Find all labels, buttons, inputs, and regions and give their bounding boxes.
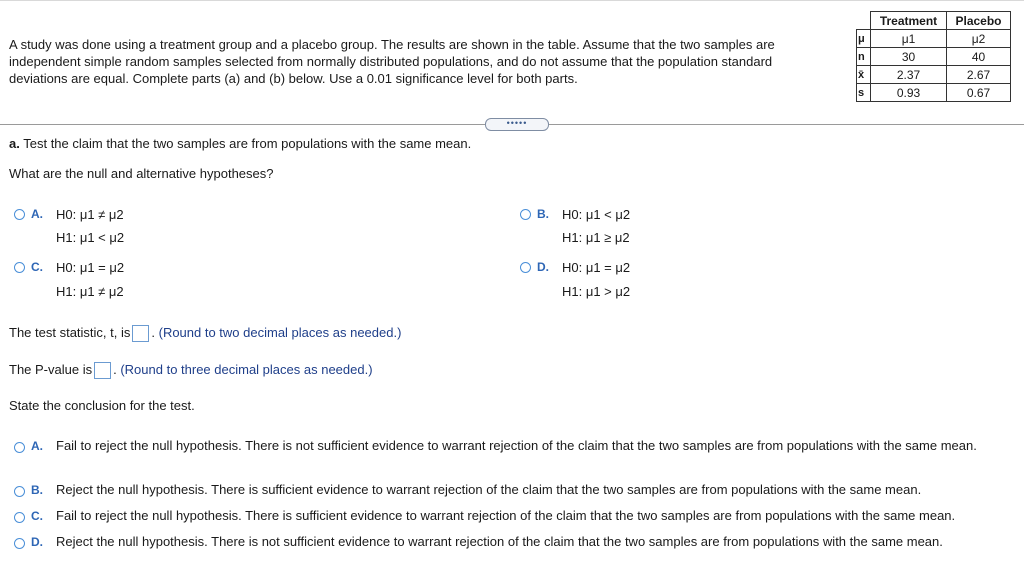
null-hypothesis: H0: μ1 = μ2 [56,260,125,275]
table-cell: μ1 [871,30,947,48]
option-letter: C. [31,509,43,523]
option-letter: A. [31,439,43,453]
radio-button[interactable] [14,538,25,549]
part-a-title: Test the claim that the two samples are from populations with the same mean. [23,136,472,151]
radio-button[interactable] [14,486,25,497]
conclusion-text: Reject the null hypothesis. There is sufficient evidence to warrant rejection of the claim that the two samples are from populations with the same mean. [56,482,922,497]
null-hypothesis: H0: μ1 = μ2 [562,260,631,275]
table-cell: 0.67 [947,84,1011,102]
table-header-placebo: Placebo [947,12,1011,30]
conclusion-text: Fail to reject the null hypothesis. There is sufficient evidence to warrant rejection of the claim that the two samples are from populations with the same mean. [56,508,956,523]
pvalue-hint: (Round to three decimal places as needed.) [120,362,373,377]
table-cell: μ2 [947,30,1011,48]
expand-dots-button[interactable]: ••••• [485,118,549,131]
alternative-hypothesis: H1: μ1 > μ2 [562,284,631,299]
part-a-heading [9,136,471,152]
table-row-label: μ [857,30,871,48]
pvalue-row: The P-value is . (Round to three decimal places as needed.) [9,362,373,379]
option-letter: A. [31,207,43,221]
test-statistic-row: The test statistic, t, is . (Round to two decimal places as needed.) [9,325,401,342]
table-cell: 2.37 [871,66,947,84]
data-table [856,11,1011,102]
table-cell: 2.67 [947,66,1011,84]
table-row-label: s [857,84,871,102]
part-a-prefix: a. [9,136,20,151]
null-hypothesis: H0: μ1 ≠ μ2 [56,207,124,222]
hypotheses-question: What are the null and alternative hypotheses? [9,166,274,181]
pvalue-label: The P-value is [9,362,93,377]
top-border [0,0,1024,1]
conclusion-text: Fail to reject the null hypothesis. There is not sufficient evidence to warrant rejection of the claim that the two samples are from populations with the same mean. [56,438,977,453]
table-cell: 30 [871,48,947,66]
option-letter: D. [537,260,549,274]
option-letter: B. [537,207,549,221]
table-row-label: n [857,48,871,66]
pvalue-input[interactable] [94,362,111,379]
problem-statement: A study was done using a treatment group and a placebo group. The results are shown in the table. Assume that the two samples are independent simple random samples selected from normally distributed populations, and do not assume that the population standard deviations are equal. Complete parts (a) and (b) below. Use a 0.01 significance level for both parts. [9,37,775,86]
option-letter: C. [31,260,43,274]
option-letter: B. [31,483,43,497]
alternative-hypothesis: H1: μ1 ≥ μ2 [562,230,630,245]
radio-button[interactable] [14,262,25,273]
table-header-treatment: Treatment [871,12,947,30]
null-hypothesis: H0: μ1 < μ2 [562,207,631,222]
conclusion-prompt: State the conclusion for the test. [9,398,195,413]
radio-button[interactable] [14,512,25,523]
radio-button[interactable] [520,262,531,273]
radio-button[interactable] [520,209,531,220]
test-statistic-hint: (Round to two decimal places as needed.) [158,325,402,340]
table-row-label: x̄ [857,66,871,84]
alternative-hypothesis: H1: μ1 < μ2 [56,230,125,245]
table-cell: 0.93 [871,84,947,102]
conclusion-text: Reject the null hypothesis. There is not sufficient evidence to warrant rejection of the claim that the two samples are from populations with the same mean. [56,534,943,549]
table-corner [857,12,871,30]
alternative-hypothesis: H1: μ1 ≠ μ2 [56,284,124,299]
test-statistic-input[interactable] [132,325,149,342]
test-statistic-label: The test statistic, t, is [9,325,131,340]
option-letter: D. [31,535,43,549]
table-cell: 40 [947,48,1011,66]
radio-button[interactable] [14,209,25,220]
radio-button[interactable] [14,442,25,453]
